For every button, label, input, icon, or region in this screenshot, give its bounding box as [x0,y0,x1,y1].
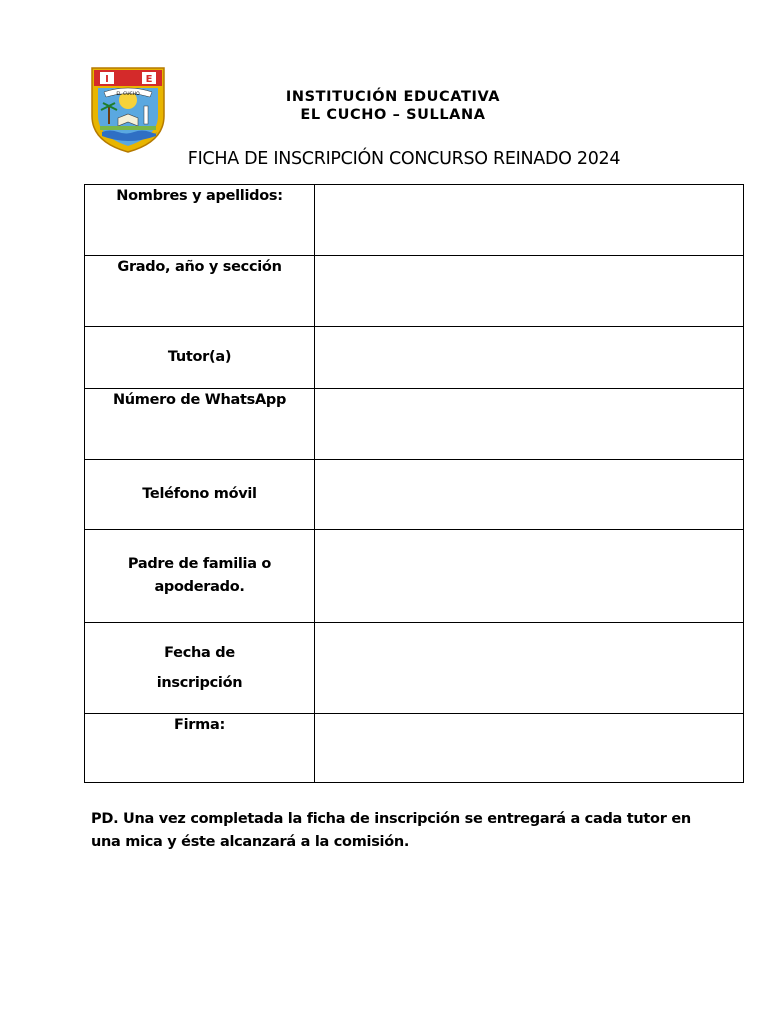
crest-letter-i: I [105,74,109,85]
field-grado[interactable] [315,256,744,327]
label-padre [85,530,315,623]
crest-letter-e: E [145,74,153,85]
label-fecha-line2: inscripción [156,675,243,691]
form-row-nombres [85,185,744,256]
field-telefono[interactable] [315,460,744,530]
registration-form-table [84,184,744,783]
institution-name: INSTITUCIÓN EDUCATIVA [285,89,501,105]
field-fecha[interactable] [315,623,744,714]
label-nombres: Nombres y apellidos: [85,185,315,256]
form-row-padre [85,530,744,623]
label-fecha-line1: Fecha de [164,645,235,661]
label-fecha [85,623,315,714]
label-whatsapp: Número de WhatsApp [85,389,315,460]
label-padre-line2: apoderado. [154,579,245,595]
label-tutor: Tutor(a) [85,327,315,389]
field-whatsapp[interactable] [315,389,744,460]
page-title: FICHA DE INSCRIPCIÓN CONCURSO REINADO 2024 [187,149,621,169]
institution-header [233,88,553,124]
field-nombres[interactable] [315,185,744,256]
form-row-fecha [85,623,744,714]
label-grado: Grado, año y sección [85,256,315,327]
crest-banner-text: EL CUCHO [116,92,140,97]
label-telefono: Teléfono móvil [85,460,315,530]
footnote: PD. Una vez completada la ficha de inscripción se entregará a cada tutor en una mica y éste alcanzará a la comisión. [91,811,691,850]
field-firma[interactable] [315,714,744,783]
form-row-firma [85,714,744,783]
label-padre-line1: Padre de familia o [127,556,272,572]
form-row-tutor [85,327,744,389]
form-row-whatsapp [85,389,744,460]
school-crest-logo [90,66,166,154]
form-row-grado [85,256,744,327]
form-row-telefono [85,460,744,530]
field-padre[interactable] [315,530,744,623]
label-firma: Firma: [85,714,315,783]
field-tutor[interactable] [315,327,744,389]
institution-location: EL CUCHO – SULLANA [300,107,486,123]
